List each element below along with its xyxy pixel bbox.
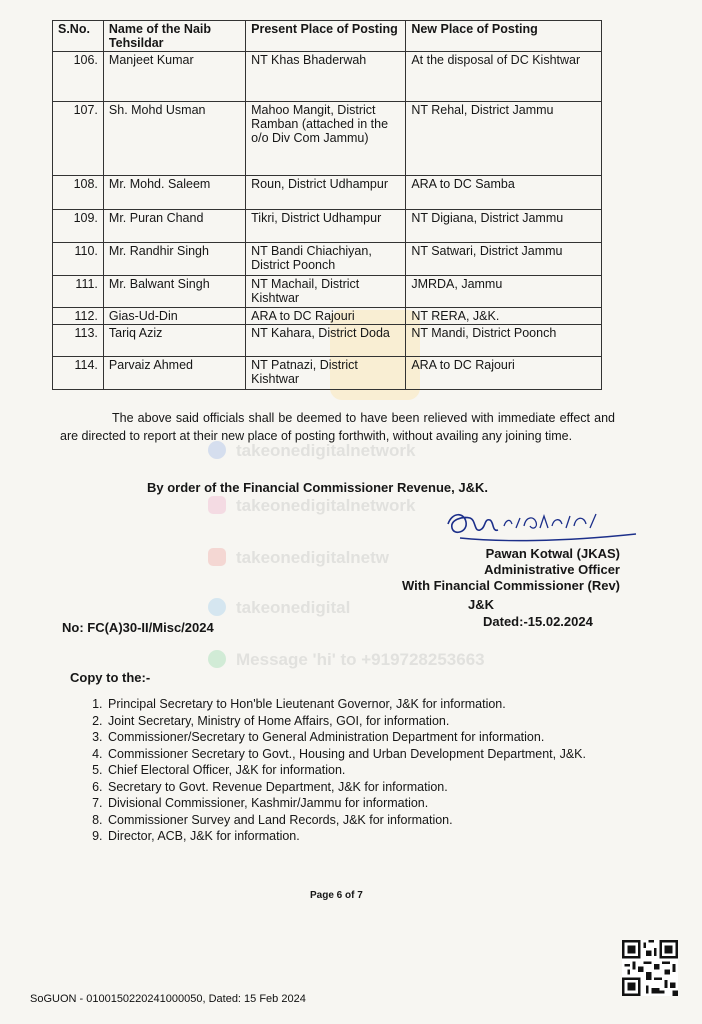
- cell-present: NT Machail, District Kishtwar: [246, 276, 406, 308]
- signatory-location: J&K: [468, 597, 495, 612]
- signatory-office: With Financial Commissioner (Rev): [401, 578, 620, 593]
- cell-sno: 107.: [53, 102, 104, 176]
- cell-sno: 110.: [53, 243, 104, 276]
- cell-present: NT Kahara, District Doda: [246, 325, 406, 357]
- table-row: [53, 210, 602, 243]
- cell-new: NT Mandi, District Poonch: [406, 325, 602, 357]
- cell-present: NT Bandi Chiachiyan, District Poonch: [246, 243, 406, 276]
- cell-sno: 108.: [53, 176, 104, 210]
- list-item: 6. Secretary to Govt. Revenue Department, J&K for information.: [106, 779, 636, 796]
- table-row: [53, 276, 602, 308]
- list-item: 8. Commissioner Survey and Land Records, J&K for information.: [106, 812, 636, 829]
- twitter-icon: [208, 598, 226, 616]
- header-name: Name of the Naib Tehsildar: [103, 21, 245, 52]
- cell-present: Mahoo Mangit, District Ramban (attached in the o/o Div Com Jammu): [246, 102, 406, 176]
- watermark-line-3: takeonedigitalnetw: [208, 548, 389, 568]
- cell-name: Mr. Mohd. Saleem: [103, 176, 245, 210]
- cell-sno: 111.: [53, 276, 104, 308]
- signatory-name: Pawan Kotwal (JKAS): [485, 546, 620, 561]
- list-item: 2. Joint Secretary, Ministry of Home Affairs, GOI, for information.: [106, 713, 636, 730]
- cell-present: ARA to DC Rajouri: [246, 308, 406, 325]
- table-row: [53, 102, 602, 176]
- cell-present: NT Khas Bhaderwah: [246, 52, 406, 102]
- qr-code: [622, 940, 678, 996]
- cell-new: ARA to DC Samba: [406, 176, 602, 210]
- header-present-posting: Present Place of Posting: [246, 21, 406, 52]
- cell-present: Tikri, District Udhampur: [246, 210, 406, 243]
- watermark-line-5: Message 'hi' to +919728253663: [208, 650, 485, 670]
- cell-sno: 114.: [53, 357, 104, 390]
- cell-name: Sh. Mohd Usman: [103, 102, 245, 176]
- cell-sno: 113.: [53, 325, 104, 357]
- table-row: [53, 325, 602, 357]
- cell-sno: 106.: [53, 52, 104, 102]
- cell-new: NT Rehal, District Jammu: [406, 102, 602, 176]
- header-new-posting: New Place of Posting: [406, 21, 602, 52]
- relieving-paragraph: The above said officials shall be deemed to have been relieved with immediate effect and are directed to report at their new place of posting forthwith, without availing any joining time.: [60, 411, 615, 443]
- list-item: 5. Chief Electoral Officer, J&K for information.: [106, 762, 636, 779]
- list-item: 9. Director, ACB, J&K for information.: [106, 828, 636, 845]
- cell-sno: 112.: [53, 308, 104, 325]
- cell-name: Mr. Balwant Singh: [103, 276, 245, 308]
- list-item: 3. Commissioner/Secretary to General Administration Department for information.: [106, 729, 636, 746]
- list-item: 4. Commissioner Secretary to Govt., Housing and Urban Development Department, J&K.: [106, 746, 636, 763]
- whatsapp-icon: [208, 650, 226, 668]
- soguon-reference: SoGUON - 0100150220241000050, Dated: 15 Feb 2024: [30, 993, 306, 1005]
- header-sno: S.No.: [53, 21, 104, 52]
- reference-number: No: FC(A)30-II/Misc/2024: [62, 620, 214, 635]
- cell-name: Mr. Randhir Singh: [103, 243, 245, 276]
- list-item: 7. Divisional Commissioner, Kashmir/Jammu for information.: [106, 795, 636, 812]
- cell-new: At the disposal of DC Kishtwar: [406, 52, 602, 102]
- instagram-icon: [208, 496, 226, 514]
- watermark-line-1: takeonedigitalnetwork: [208, 441, 415, 461]
- youtube-icon: [208, 548, 226, 566]
- cell-new: NT Satwari, District Jammu: [406, 243, 602, 276]
- cell-new: JMRDA, Jammu: [406, 276, 602, 308]
- cell-name: Manjeet Kumar: [103, 52, 245, 102]
- table-row: [53, 357, 602, 390]
- cell-name: Parvaiz Ahmed: [103, 357, 245, 390]
- watermark-line-4: takeonedigital: [208, 598, 350, 618]
- cell-new: NT RERA, J&K.: [406, 308, 602, 325]
- table-header-row: [53, 21, 602, 52]
- cell-name: Tariq Aziz: [103, 325, 245, 357]
- reference-date: Dated:-15.02.2024: [483, 614, 593, 629]
- signatory-designation: Administrative Officer: [484, 562, 620, 577]
- cell-name: Mr. Puran Chand: [103, 210, 245, 243]
- list-item: 1. Principal Secretary to Hon'ble Lieutenant Governor, J&K for information.: [106, 696, 636, 713]
- signatory-block: [360, 546, 620, 594]
- table-row: [53, 52, 602, 102]
- cell-name: Gias-Ud-Din: [103, 308, 245, 325]
- table-row: [53, 243, 602, 276]
- cell-present: NT Patnazi, District Kishtwar: [246, 357, 406, 390]
- cell-sno: 109.: [53, 210, 104, 243]
- cell-present: Roun, District Udhampur: [246, 176, 406, 210]
- watermark-line-2: takeonedigitalnetwork: [208, 496, 415, 516]
- table-row: [53, 176, 602, 210]
- postings-table: [52, 20, 602, 390]
- cell-new: ARA to DC Rajouri: [406, 357, 602, 390]
- cell-new: NT Digiana, District Jammu: [406, 210, 602, 243]
- page-number: Page 6 of 7: [310, 890, 363, 901]
- copy-to-list: [82, 696, 636, 845]
- copy-to-title: Copy to the:-: [70, 670, 151, 685]
- order-line: By order of the Financial Commissioner Revenue, J&K.: [147, 480, 488, 495]
- table-row: [53, 308, 602, 325]
